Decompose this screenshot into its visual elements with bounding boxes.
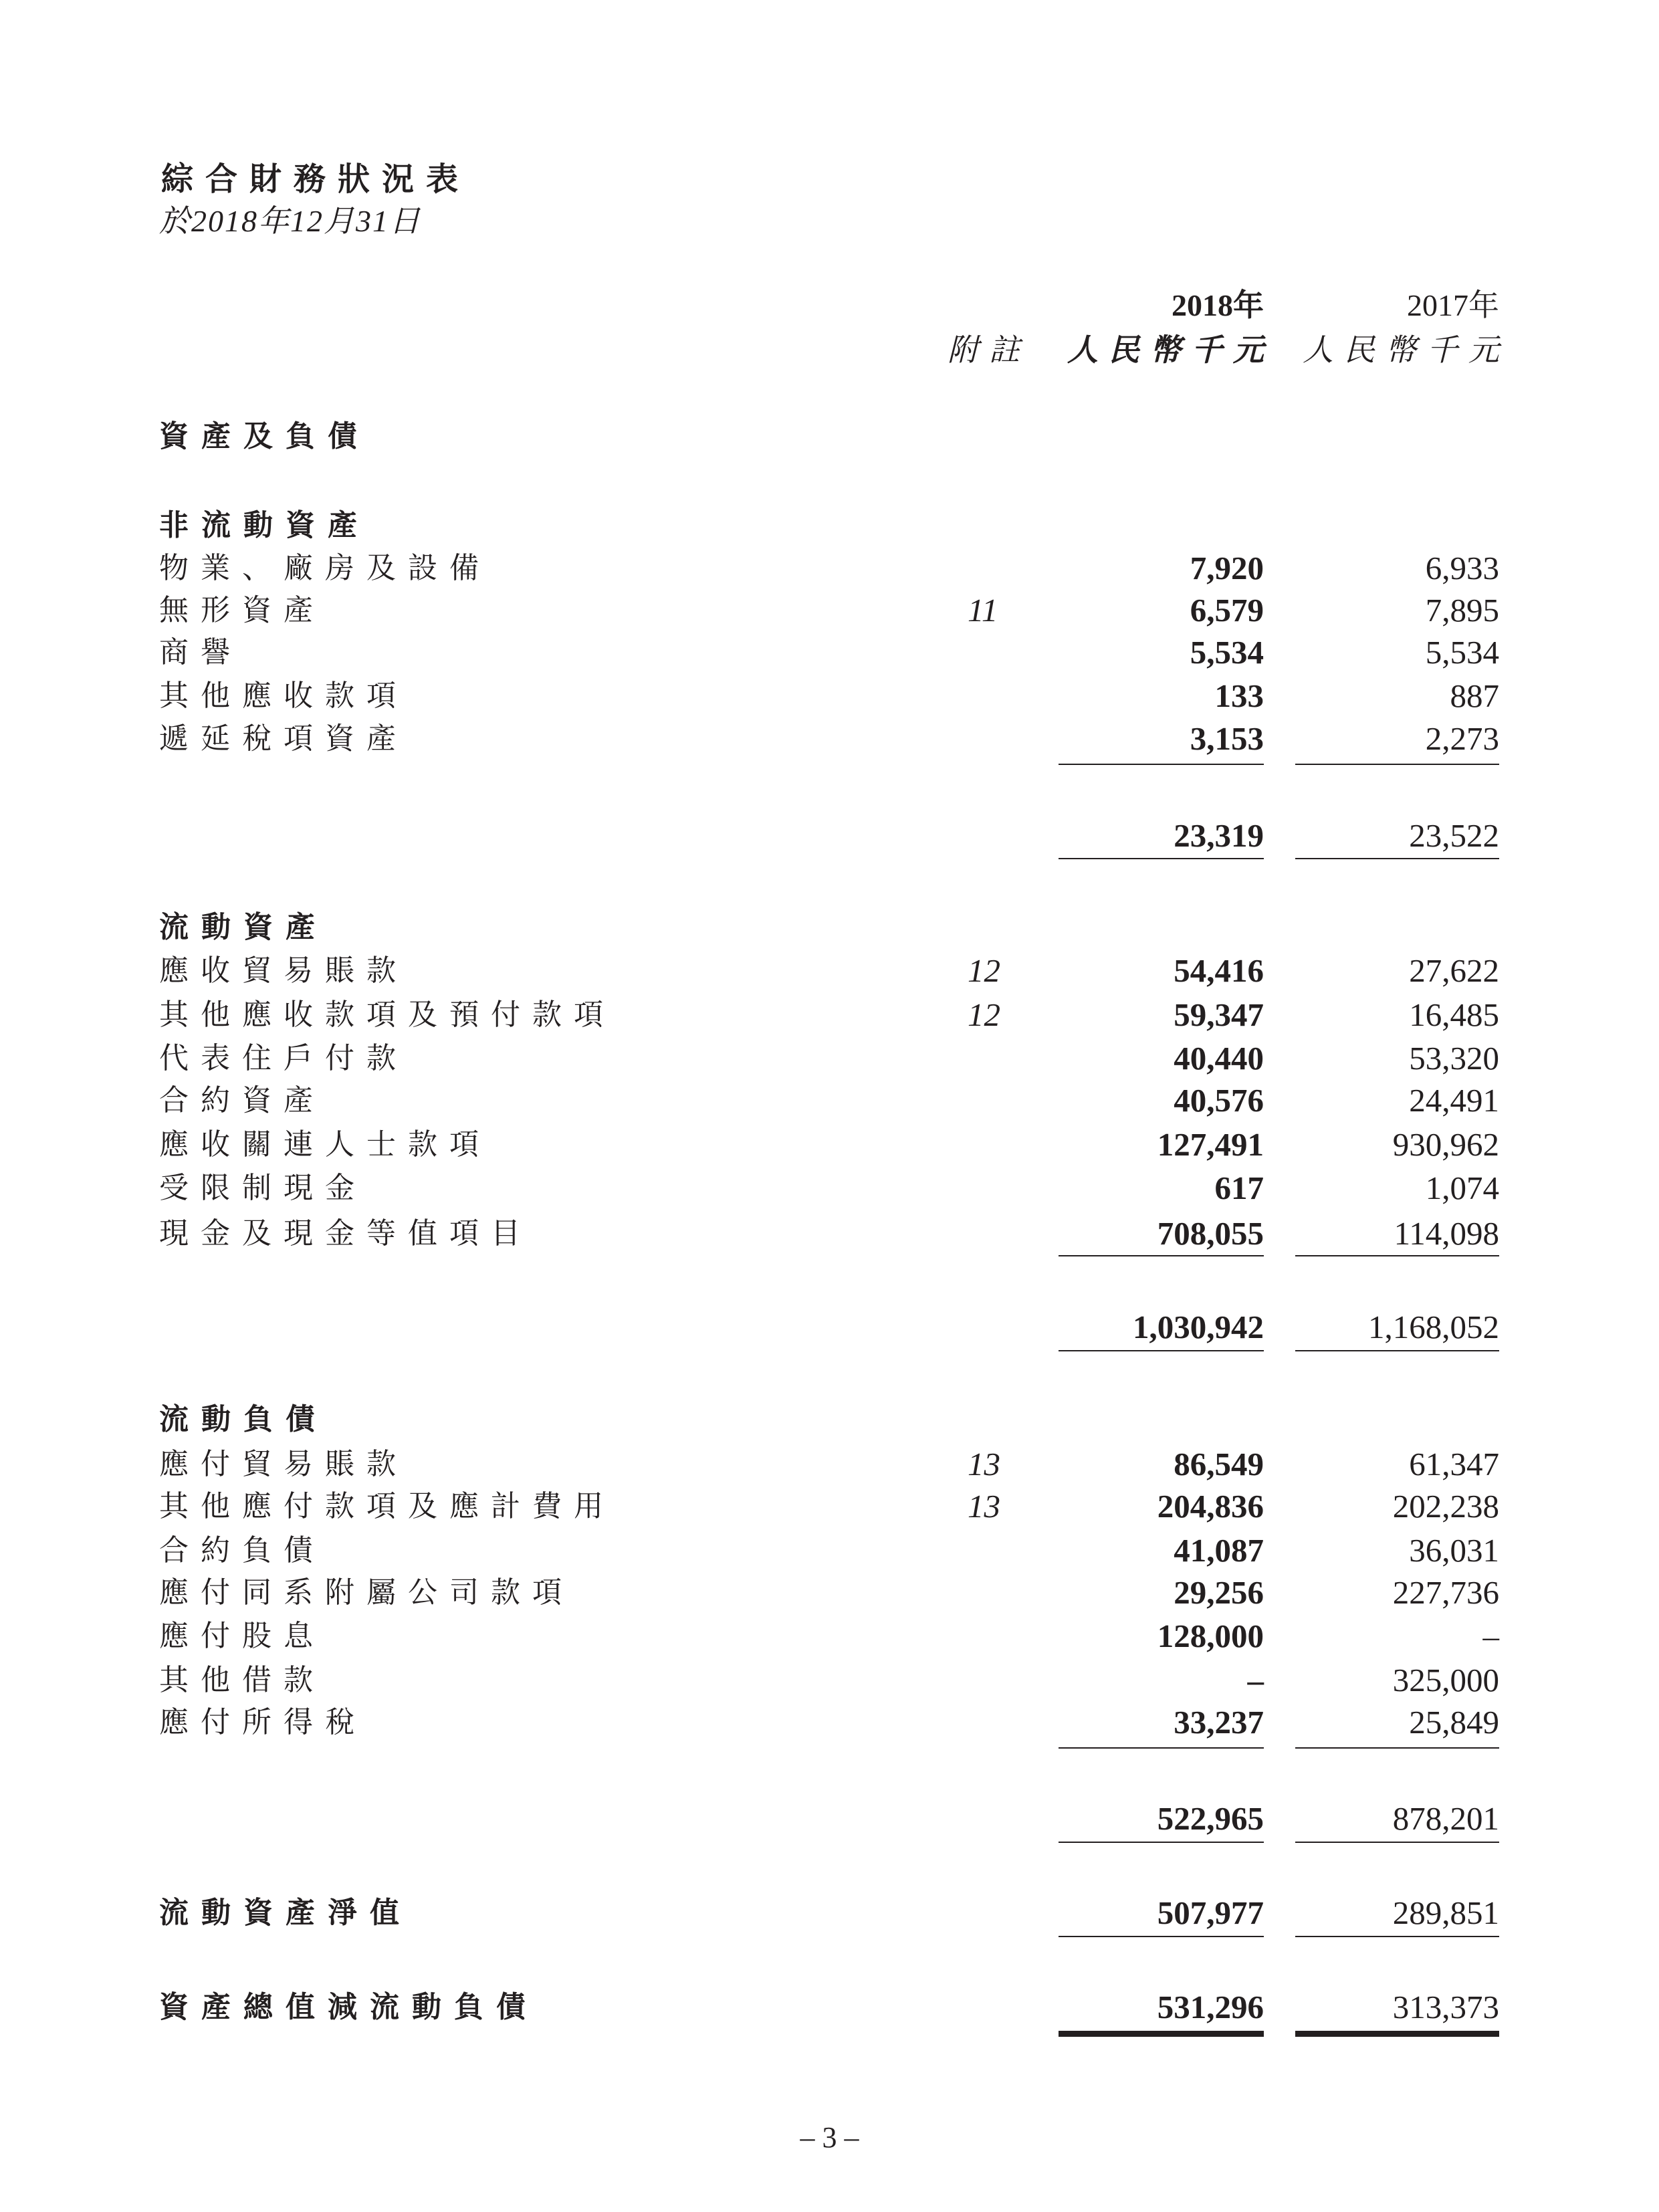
row-label: 其他應收款項及預付款項 [159,998,615,1031]
row-value-current: 3,153 [1190,720,1264,757]
row-value-current: 54,416 [1174,952,1264,989]
row-value-current: 6,579 [1190,592,1264,629]
row-label: 遞延稅項資產 [159,722,408,755]
subtotal-rule [1059,1255,1264,1256]
row-value-prior: 53,320 [1409,1040,1499,1077]
row-label: 其他應收款項 [159,679,408,712]
subtotal-value-current: 23,319 [1174,817,1264,854]
total-rule [1059,1350,1264,1351]
row-label: 應收關連人士款項 [159,1128,491,1161]
row-value-prior: 16,485 [1409,996,1499,1033]
row-value-prior: 36,031 [1409,1532,1499,1569]
row-note-ref: 13 [968,1488,1000,1525]
row-label: 無形資產 [159,594,325,627]
row-value-prior: 7,895 [1425,592,1499,629]
row-label: 其他應付款項及應計費用 [159,1490,615,1523]
row-label: 其他借款 [159,1664,325,1696]
subtotal-value-current: 1,030,942 [1133,1309,1264,1345]
subtotal-rule [1295,1747,1499,1749]
subtotal-value-current: 522,965 [1157,1800,1264,1837]
page-number: – 3 – [800,2121,859,2154]
row-label: 合約資產 [159,1084,325,1117]
total-rule [1295,858,1499,859]
row-label: 合約負債 [159,1534,325,1567]
row-value-prior: 5,534 [1425,634,1499,671]
total-rule [1059,1936,1264,1937]
total-rule [1295,1936,1499,1937]
row-label: 物業、廠房及設備 [159,552,491,584]
row-value-current: 86,549 [1174,1446,1264,1482]
row-value-prior: 325,000 [1392,1662,1499,1698]
row-value-current: 204,836 [1157,1488,1264,1525]
column-header-year-current: 2018年 [1172,288,1264,322]
row-value-prior: – [1482,1618,1499,1654]
column-header-unit-prior: 人民幣千元 [1303,333,1510,367]
row-value-prior: 887 [1450,677,1499,714]
page-title: 綜合財務狀況表 [161,160,471,198]
row-value-current: 33,237 [1174,1704,1264,1741]
subtotal-rule [1059,1747,1264,1749]
column-header-note: 附註 [948,333,1030,367]
subtotal-value-prior: 23,522 [1409,817,1499,854]
total-assets-less-current-liabilities-prior: 313,373 [1392,1989,1499,2025]
row-note-ref: 13 [968,1446,1000,1482]
total-assets-less-current-liabilities-current: 531,296 [1157,1989,1264,2025]
total-rule [1059,858,1264,859]
row-value-prior: 24,491 [1409,1082,1499,1119]
row-value-current: 5,534 [1190,634,1264,671]
row-value-prior: 930,962 [1392,1126,1499,1163]
row-label: 商譽 [159,636,242,669]
row-label: 應付所得稅 [159,1706,366,1739]
row-label: 應付貿易賬款 [159,1448,408,1480]
row-value-prior: 1,074 [1425,1170,1499,1206]
row-value-prior: 25,849 [1409,1704,1499,1741]
total-rule [1295,1350,1499,1351]
row-value-prior: 27,622 [1409,952,1499,989]
row-value-prior: 6,933 [1425,550,1499,586]
subsection-heading-current-assets: 流動資產 [159,910,328,944]
row-value-current: 128,000 [1157,1618,1264,1654]
total-assets-less-current-liabilities-label: 資產總值減流動負債 [159,1990,538,2024]
row-value-prior: 2,273 [1425,720,1499,757]
row-value-prior: 227,736 [1392,1574,1499,1611]
row-value-current: 133 [1214,677,1264,714]
section-heading-assets-liabilities: 資產及負債 [159,419,370,453]
row-label: 代表住戶付款 [159,1042,408,1075]
subtotal-rule [1059,764,1264,765]
column-header-unit-current: 人民幣千元 [1067,333,1275,367]
row-value-prior: 202,238 [1392,1488,1499,1525]
row-label: 應付同系附屬公司款項 [159,1576,574,1609]
total-rule [1295,1842,1499,1843]
row-value-current: 41,087 [1174,1532,1264,1569]
row-value-current: 7,920 [1190,550,1264,586]
subtotal-value-prior: 878,201 [1392,1800,1499,1837]
subtotal-rule [1295,764,1499,765]
row-value-current: 40,576 [1174,1082,1264,1119]
row-value-current: – [1247,1662,1264,1698]
row-label: 受限制現金 [159,1172,366,1204]
row-value-prior: 61,347 [1409,1446,1499,1482]
row-value-prior: 114,098 [1394,1215,1499,1252]
double-underline-rule [1059,2031,1264,2037]
column-header-year-prior: 2017年 [1407,288,1499,322]
subsection-heading-current-liabilities: 流動負債 [159,1402,328,1436]
row-value-current: 40,440 [1174,1040,1264,1077]
row-note-ref: 12 [968,952,1000,989]
row-value-current: 29,256 [1174,1574,1264,1611]
net-current-assets-label: 流動資產淨值 [159,1896,412,1930]
total-rule [1059,1842,1264,1843]
row-note-ref: 11 [968,592,998,629]
row-label: 現金及現金等值項目 [159,1217,532,1250]
statement-date: 於2018年12月31日 [159,204,421,238]
net-current-assets-prior: 289,851 [1392,1894,1499,1931]
subtotal-rule [1295,1255,1499,1256]
row-value-current: 708,055 [1157,1215,1264,1252]
subtotal-value-prior: 1,168,052 [1368,1309,1499,1345]
row-value-current: 617 [1214,1170,1264,1206]
row-note-ref: 12 [968,996,1000,1033]
row-label: 應收貿易賬款 [159,954,408,987]
subsection-heading-non-current-assets: 非流動資產 [159,508,370,542]
double-underline-rule [1295,2031,1499,2037]
net-current-assets-current: 507,977 [1157,1894,1264,1931]
row-value-current: 59,347 [1174,996,1264,1033]
row-value-current: 127,491 [1157,1126,1264,1163]
row-label: 應付股息 [159,1620,325,1652]
